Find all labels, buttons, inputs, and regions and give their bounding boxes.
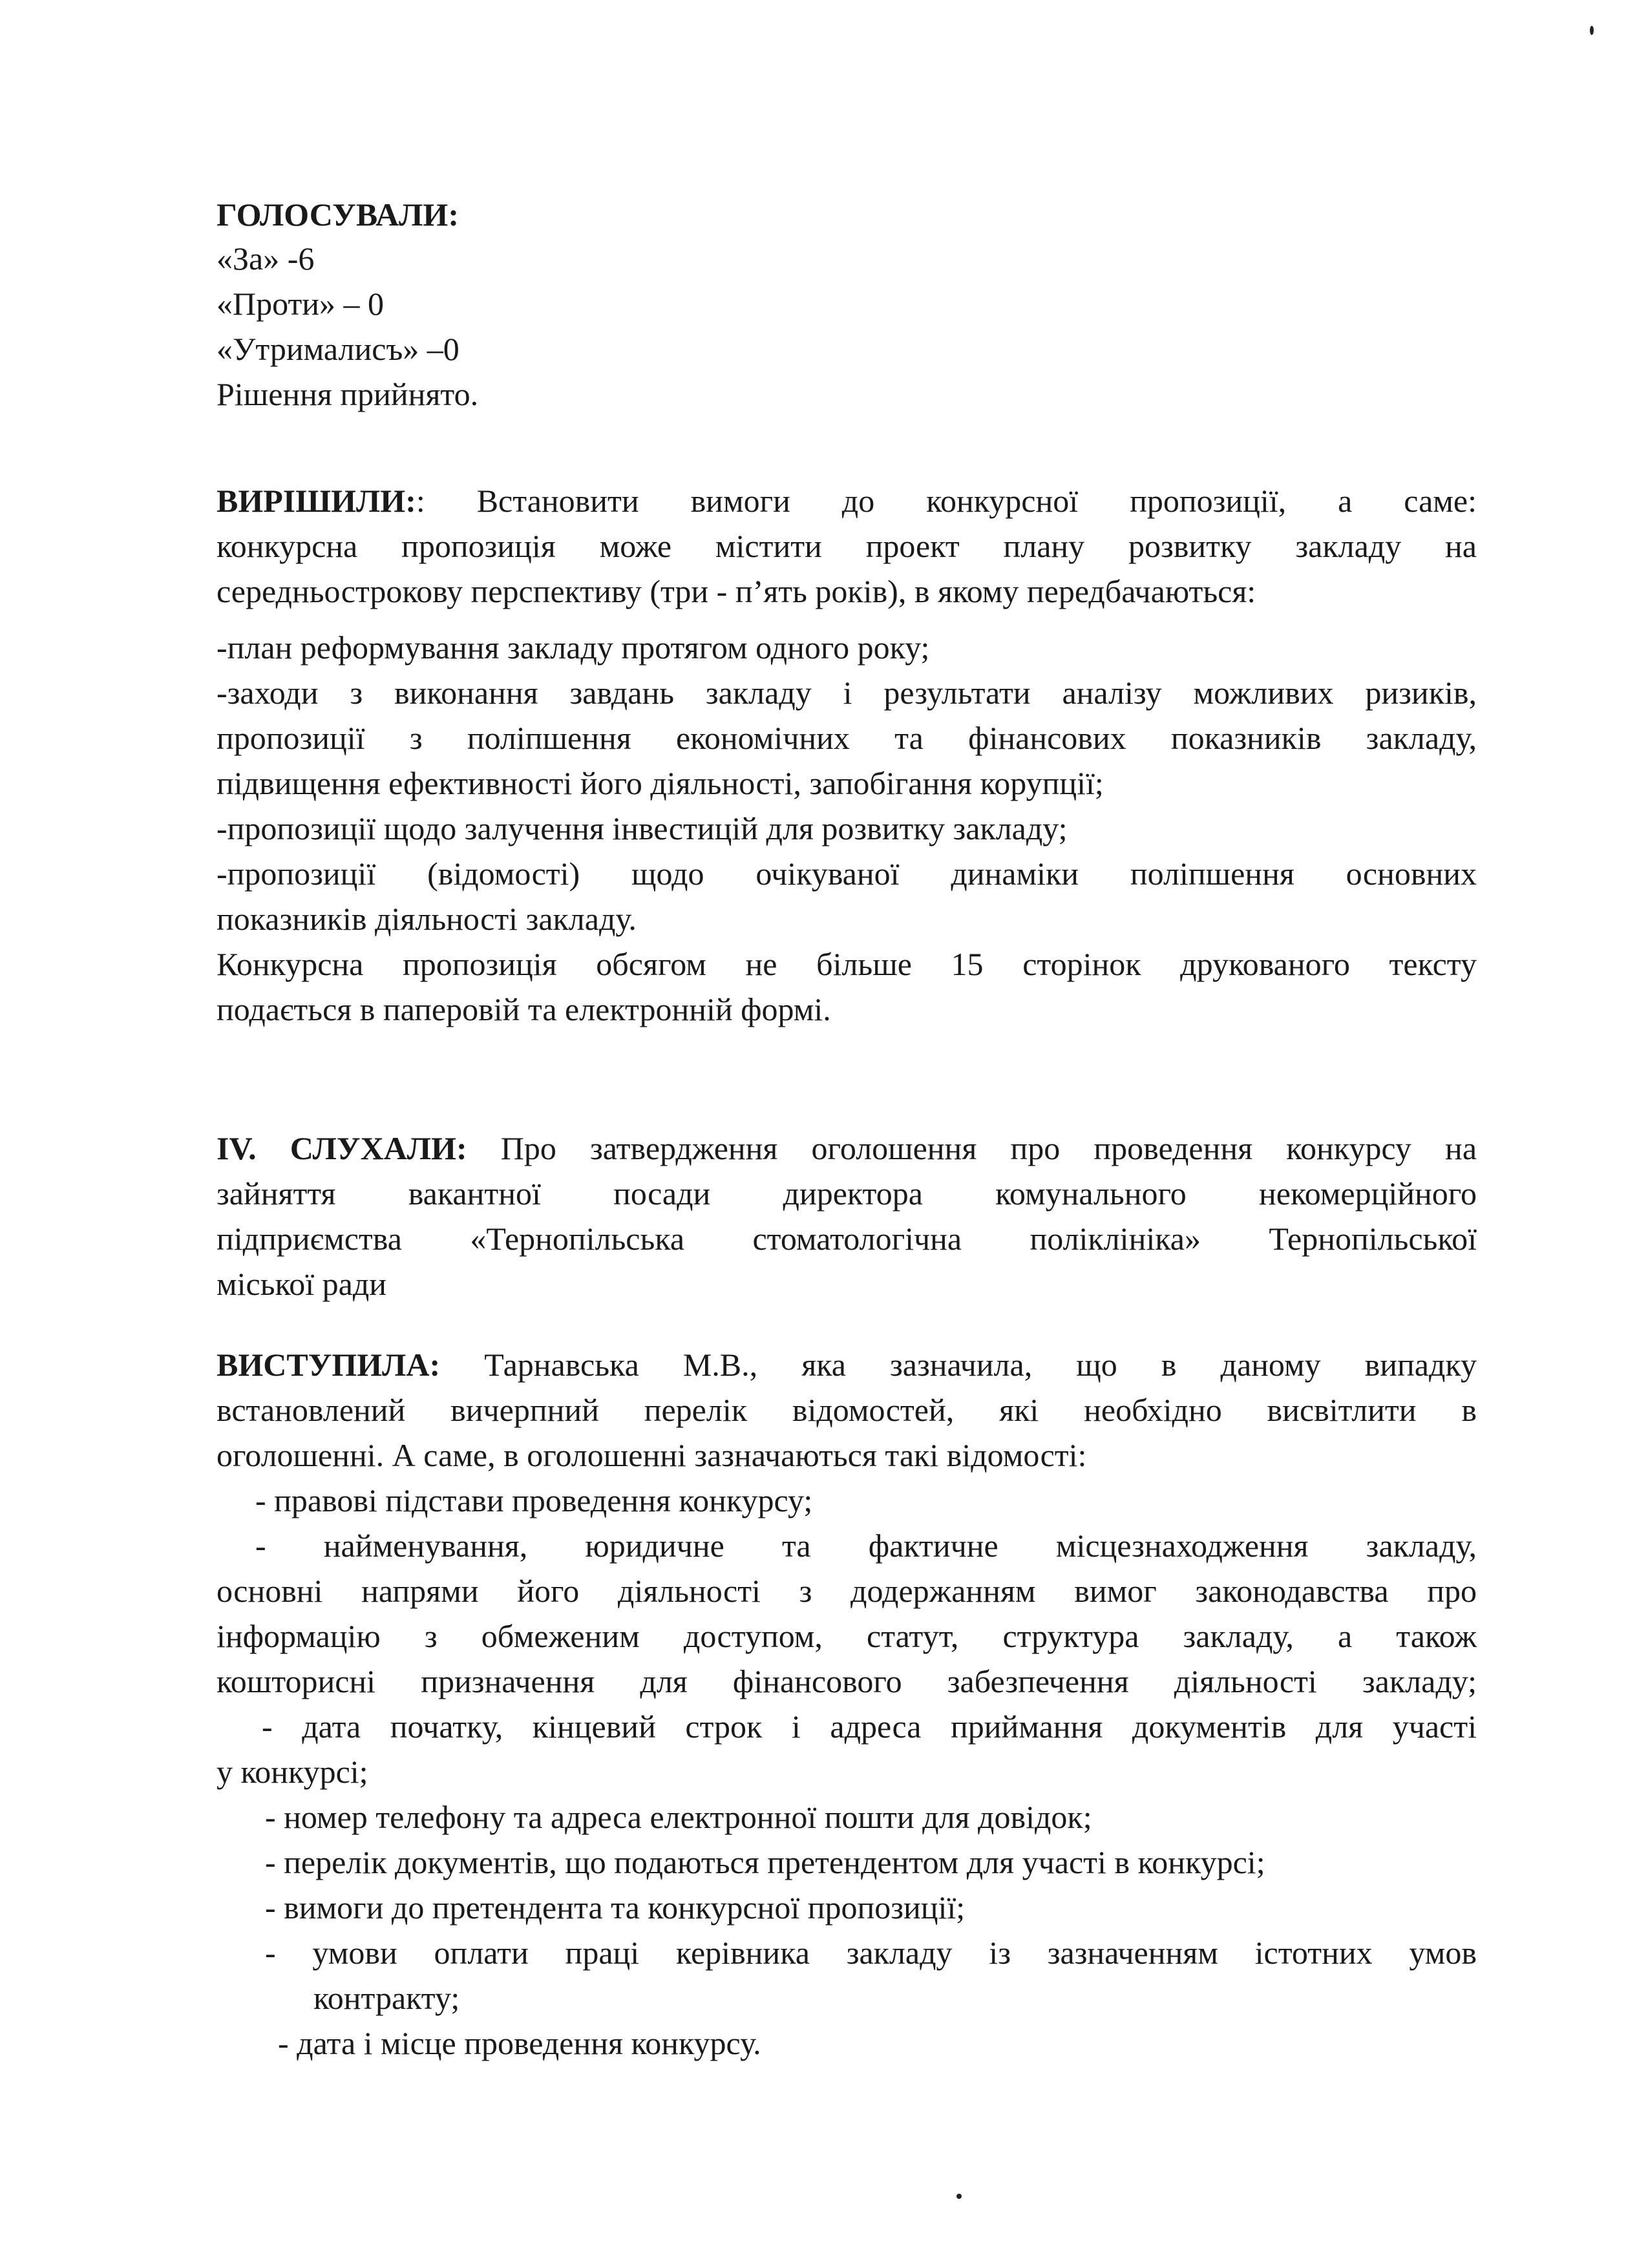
section4-line-3: підприємства «Тернопільська стоматологічна поліклініка» Тернопільської: [217, 1221, 1477, 1257]
decision-item-4-line-1: -пропозиції (відомості) щодо очікуваної динаміки поліпшення основних: [217, 856, 1477, 892]
decision-item-1: -план реформування закладу протягом одного року;: [217, 629, 930, 666]
decision-volume-line-2: подається в паперовій та електронній формі.: [217, 991, 831, 1027]
decision-text-1: : Встановити вимоги до конкурсної пропозиції, а саме:: [416, 483, 1477, 519]
voting-heading: ГОЛОСУВАЛИ:: [217, 196, 459, 233]
section4-line-4: міської ради: [217, 1266, 387, 1302]
speech-line-3: оголошенні. А саме, в оголошенні зазначаються такі відомості:: [217, 1437, 1087, 1473]
speech-item-name-line-1: - найменування, юридичне та фактичне місцезнаходження закладу,: [255, 1528, 1477, 1564]
speech-item-legal-basis: - правові підстави проведення конкурсу;: [255, 1482, 813, 1518]
speech-item-name-line-4: кошторисні призначення для фінансового забезпечення діяльності закладу;: [217, 1663, 1477, 1699]
speech-label: ВИСТУПИЛА:: [217, 1347, 441, 1383]
speech-text-1: Тарнавська М.В., яка зазначила, що в даному випадку: [484, 1347, 1477, 1383]
speech-line-1: [217, 1345, 1477, 1384]
decision-line-3: середньострокову перспективу (три - п’ять років), в якому передбачаються:: [217, 573, 1256, 609]
speech-line-2: встановлений вичерпний перелік відомостей, які необхідно висвітлити в: [217, 1392, 1477, 1428]
decision-item-4-line-2: показників діяльності закладу.: [217, 901, 637, 937]
speech-item-name-line-3: інформацію з обмеженим доступом, статут, структура закладу, а також: [217, 1618, 1477, 1654]
section4-line-2: зайняття вакантної посади директора комунального некомерційного: [217, 1175, 1477, 1212]
vote-for: «За» -6: [217, 240, 315, 277]
speech-item-name-line-2: основні напрями його діяльності з додержанням вимог законодавства про: [217, 1573, 1477, 1609]
decision-item-2-line-2: пропозиції з поліпшення економічних та фінансових показників закладу,: [217, 720, 1477, 756]
decision-item-2-line-1: -заходи з виконання завдань закладу і результати аналізу можливих ризиків,: [217, 675, 1477, 711]
vote-against: «Проти» – 0: [217, 286, 385, 322]
vote-result: Рішення прийнято.: [217, 376, 479, 412]
decision-label: ВИРІШИЛИ:: [217, 483, 416, 519]
decision-line-2: конкурсна пропозиція може містити проект плану розвитку закладу на: [217, 528, 1477, 564]
speech-item-dates-line-1: - дата початку, кінцевий строк і адреса приймання документів для участі: [262, 1708, 1477, 1745]
speech-item-dates-line-2: у конкурсі;: [217, 1754, 368, 1790]
speech-item-phone: - номер телефону та адреса електронної пошти для довідок;: [265, 1799, 1092, 1835]
speech-item-salary-line-1: - умови оплати праці керівника закладу із зазначенням істотних умов: [265, 1935, 1477, 1971]
vote-abstained: «Утрималисъ» –0: [217, 331, 460, 367]
section4-line-1: [217, 1129, 1477, 1168]
speech-item-salary-line-2: контракту;: [313, 1980, 460, 2016]
decision-item-3: -пропозиції щодо залучення інвестицій для розвитку закладу;: [217, 810, 1068, 846]
decision-volume-line-1: Конкурсна пропозиція обсягом не більше 15 сторінок друкованого тексту: [217, 946, 1477, 982]
scan-speck: [956, 2194, 962, 2199]
speech-item-requirements: - вимоги до претендента та конкурсної пропозиції;: [265, 1889, 966, 1926]
decision-item-2-line-3: підвищення ефективності його діяльності, запобігання корупції;: [217, 765, 1104, 801]
speech-item-documents: - перелік документів, що подаються претендентом для участі в конкурсі;: [265, 1844, 1265, 1880]
decision-line-1: [217, 481, 1477, 520]
speech-item-date-place: - дата і місце проведення конкурсу.: [278, 2025, 761, 2061]
section4-label: IV. СЛУХАЛИ:: [217, 1130, 467, 1166]
scan-speck: [1590, 26, 1594, 35]
section4-text-1: Про затвердження оголошення про проведення конкурсу на: [500, 1130, 1477, 1166]
